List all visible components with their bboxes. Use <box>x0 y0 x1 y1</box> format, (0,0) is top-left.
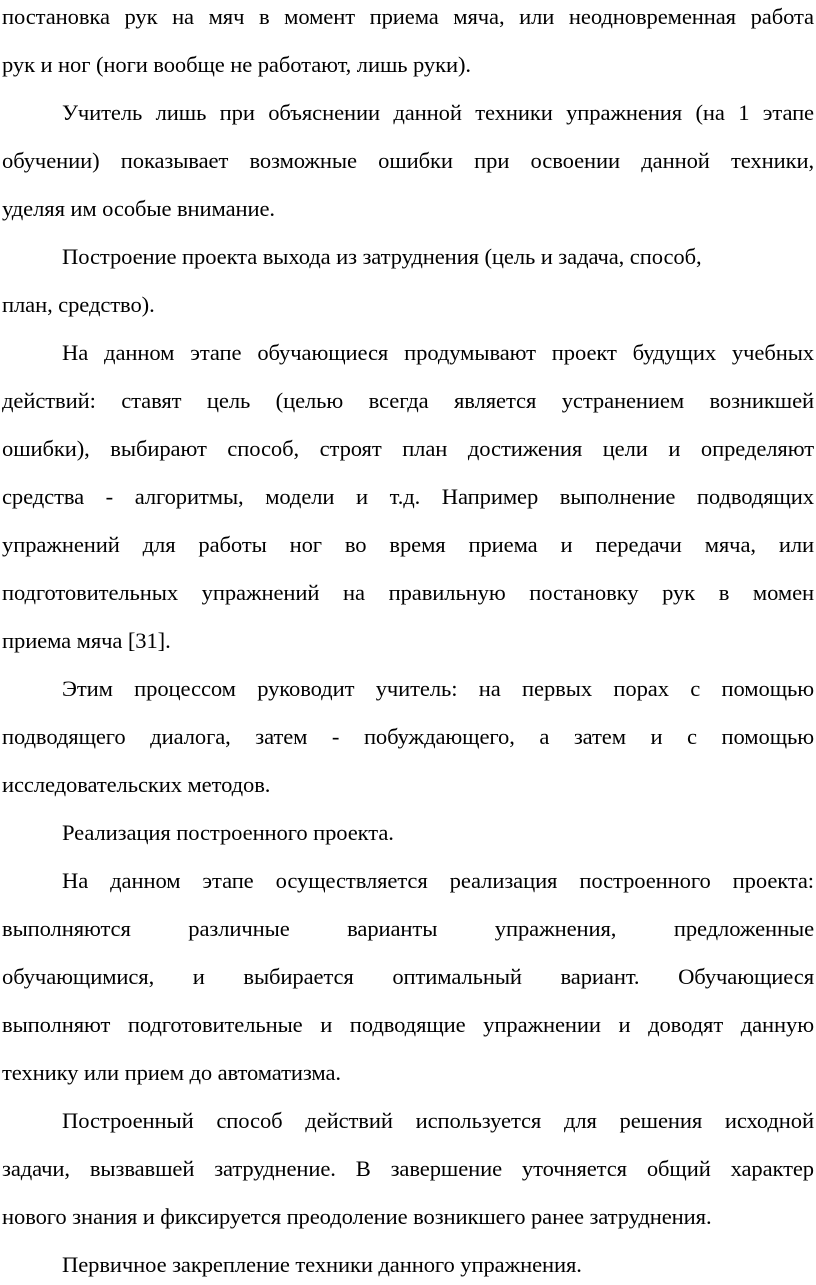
text-line: На данном этапе обучающиеся продумывают проект будущих учебных <box>62 340 814 365</box>
text-line: подводящего диалога, затем - побуждающего, а затем и с помощью <box>2 724 814 749</box>
text-line: ошибки), выбирают способ, строят план достижения цели и определяют <box>2 436 814 461</box>
text-line: средства - алгоритмы, модели и т.д. Например выполнение подводящих <box>2 484 814 509</box>
text-line: технику или прием до автоматизма. <box>2 1060 341 1085</box>
text-line: приема мяча [31]. <box>2 628 171 653</box>
text-line: Построение проекта выхода из затруднения (цель и задача, способ, <box>62 244 702 269</box>
text-line: На данном этапе осуществляется реализация построенного проекта: <box>62 868 814 893</box>
text-line: Этим процессом руководит учитель: на первых порах с помощью <box>62 676 814 701</box>
text-line: план, средство). <box>2 292 155 317</box>
text-line: нового знания и фиксируется преодоление возникшего ранее затруднения. <box>2 1204 712 1229</box>
text-line: Первичное закрепление техники данного упражнения. <box>62 1252 582 1277</box>
text-line: подготовительных упражнений на правильную постановку рук в момен <box>2 580 814 605</box>
text-line: уделяя им особые внимание. <box>2 196 275 221</box>
text-line: выполняются различные варианты упражнения, предложенные <box>2 916 814 941</box>
text-line: обучении) показывает возможные ошибки при освоении данной техники, <box>2 148 814 173</box>
text-line: Построенный способ действий используется для решения исходной <box>62 1108 814 1133</box>
text-line: постановка рук на мяч в момент приема мяча, или неодновременная работа <box>2 4 814 29</box>
text-line: Реализация построенного проекта. <box>62 820 394 845</box>
text-line: обучающимися, и выбирается оптимальный вариант. Обучающиеся <box>2 964 814 989</box>
text-line: действий: ставят цель (целью всегда является устранением возникшей <box>2 388 814 413</box>
text-line: исследовательских методов. <box>2 772 271 797</box>
text-line: задачи, вызвавшей затруднение. В завершение уточняется общий характер <box>2 1156 814 1181</box>
text-line: Учитель лишь при объяснении данной техники упражнения (на 1 этапе <box>62 100 814 125</box>
text-line: выполняют подготовительные и подводящие упражнении и доводят данную <box>2 1012 814 1037</box>
text-line: упражнений для работы ног во время приема и передачи мяча, или <box>2 532 814 557</box>
text-line: рук и ног (ноги вообще не работают, лишь руки). <box>2 52 471 77</box>
